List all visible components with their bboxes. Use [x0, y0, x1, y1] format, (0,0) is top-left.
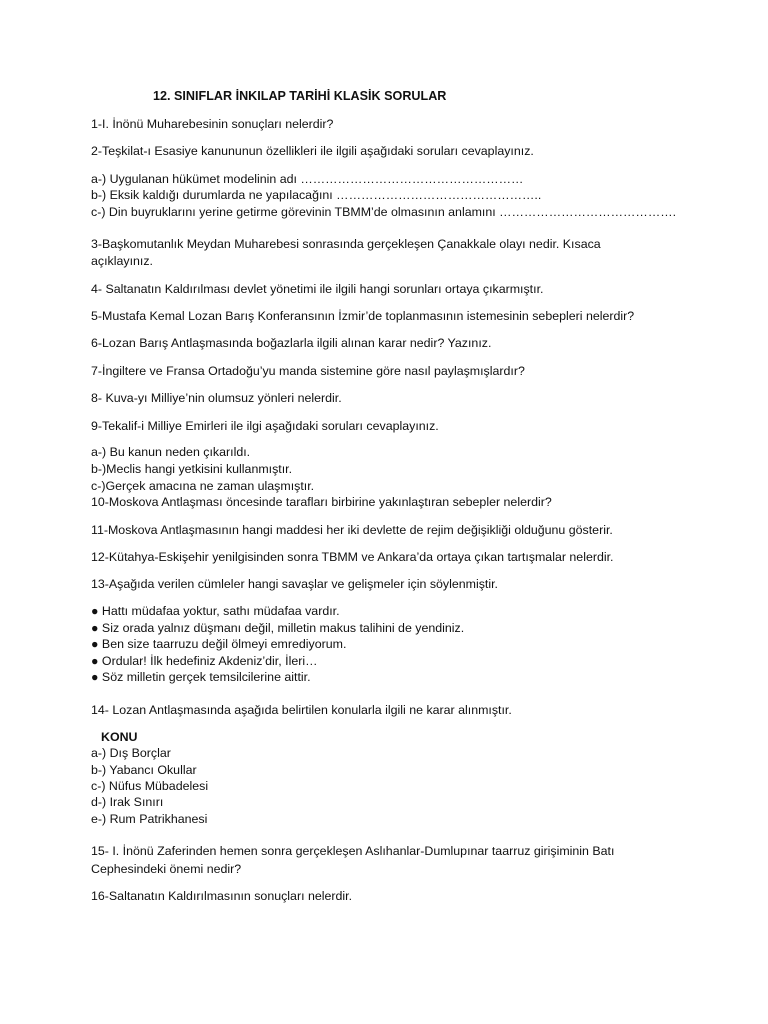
question-4: 4- Saltanatın Kaldırılması devlet yönetimi ile ilgili hangi sorunları ortaya çıkarmıştır. — [91, 282, 544, 296]
question-15-line-2: Cephesindeki önemi nedir? — [91, 862, 242, 876]
question-6: 6-Lozan Barış Antlaşmasında boğazlarla ilgili alınan karar nedir? Yazınız. — [91, 336, 492, 350]
quote-1: ● Hattı müdafaa yoktur, sathı müdafaa vardır. — [91, 604, 340, 618]
question-2-item-c: c-) Din buyruklarını yerine getirme görevinin TBMM’de olmasının anlamını ……………………………………. — [91, 205, 677, 219]
question-3-line-1: 3-Başkomutanlık Meydan Muharebesi sonrasında gerçekleşen Çanakkale olayı nedir. Kısaca — [91, 237, 601, 251]
question-15-line-1: 15- I. İnönü Zaferinden hemen sonra gerçekleşen Aslıhanlar-Dumlupınar taarruz girişiminin Batı — [91, 844, 615, 858]
question-10: 10-Moskova Antlaşması öncesinde tarafları birbirine yakınlaştıran sebepler nelerdir? — [91, 495, 552, 509]
question-11: 11-Moskova Antlaşmasının hangi maddesi her iki devlette de rejim değişikliği olduğunu gösterir. — [91, 523, 613, 537]
question-2-item-b: b-) Eksik kaldığı durumlarda ne yapılacağını ………………………………………….. — [91, 188, 542, 202]
konu-item-a: a-) Dış Borçlar — [91, 746, 171, 760]
question-14: 14- Lozan Antlaşmasında aşağıda belirtilen konularla ilgili ne karar alınmıştır. — [91, 703, 512, 717]
document-title: 12. SINIFLAR İNKILAP TARİHİ KLASİK SORULAR — [153, 89, 447, 103]
question-2: 2-Teşkilat-ı Esasiye kanununun özellikleri ile ilgili aşağıdaki soruları cevaplayınız. — [91, 144, 534, 158]
konu-heading: KONU — [101, 730, 138, 744]
quote-4: ● Ordular! İlk hedefiniz Akdeniz’dir, İleri… — [91, 654, 318, 668]
question-1: 1-I. İnönü Muharebesinin sonuçları nelerdir? — [91, 117, 334, 131]
quote-2: ● Siz orada yalnız düşmanı değil, milletin makus talihini de yendiniz. — [91, 621, 465, 635]
question-7: 7-İngiltere ve Fransa Ortadoğu’yu manda sistemine göre nasıl paylaşmışlardır? — [91, 364, 525, 378]
konu-item-d: d-) Irak Sınırı — [91, 795, 164, 809]
question-9: 9-Tekalif-i Milliye Emirleri ile ilgi aşağıdaki soruları cevaplayınız. — [91, 419, 439, 433]
question-9-item-a: a-) Bu kanun neden çıkarıldı. — [91, 445, 251, 459]
quote-5: ● Söz milletin gerçek temsilcilerine aittir. — [91, 670, 311, 684]
question-13: 13-Aşağıda verilen cümleler hangi savaşlar ve gelişmeler için söylenmiştir. — [91, 577, 499, 591]
question-12: 12-Kütahya-Eskişehir yenilgisinden sonra TBMM ve Ankara’da ortaya çıkan tartışmalar nelerdir. — [91, 550, 614, 564]
question-9-item-b: b-)Meclis hangi yetkisini kullanmıştır. — [91, 462, 293, 476]
konu-item-c: c-) Nüfus Mübadelesi — [91, 779, 209, 793]
konu-item-b: b-) Yabancı Okullar — [91, 763, 197, 777]
question-16: 16-Saltanatın Kaldırılmasının sonuçları nelerdir. — [91, 889, 353, 903]
question-8: 8- Kuva-yı Milliye’nin olumsuz yönleri nelerdir. — [91, 391, 342, 405]
question-5: 5-Mustafa Kemal Lozan Barış Konferansının İzmir’de toplanmasının istemesinin sebepleri nelerdir? — [91, 309, 635, 323]
quote-3: ● Ben size taarruzu değil ölmeyi emrediyorum. — [91, 637, 347, 651]
question-3-line-2: açıklayınız. — [91, 254, 153, 268]
konu-item-e: e-) Rum Patrikhanesi — [91, 812, 208, 826]
question-9-item-c: c-)Gerçek amacına ne zaman ulaşmıştır. — [91, 479, 315, 493]
question-2-item-a: a-) Uygulanan hükümet modelinin adı ……………………………………………… — [91, 172, 524, 186]
